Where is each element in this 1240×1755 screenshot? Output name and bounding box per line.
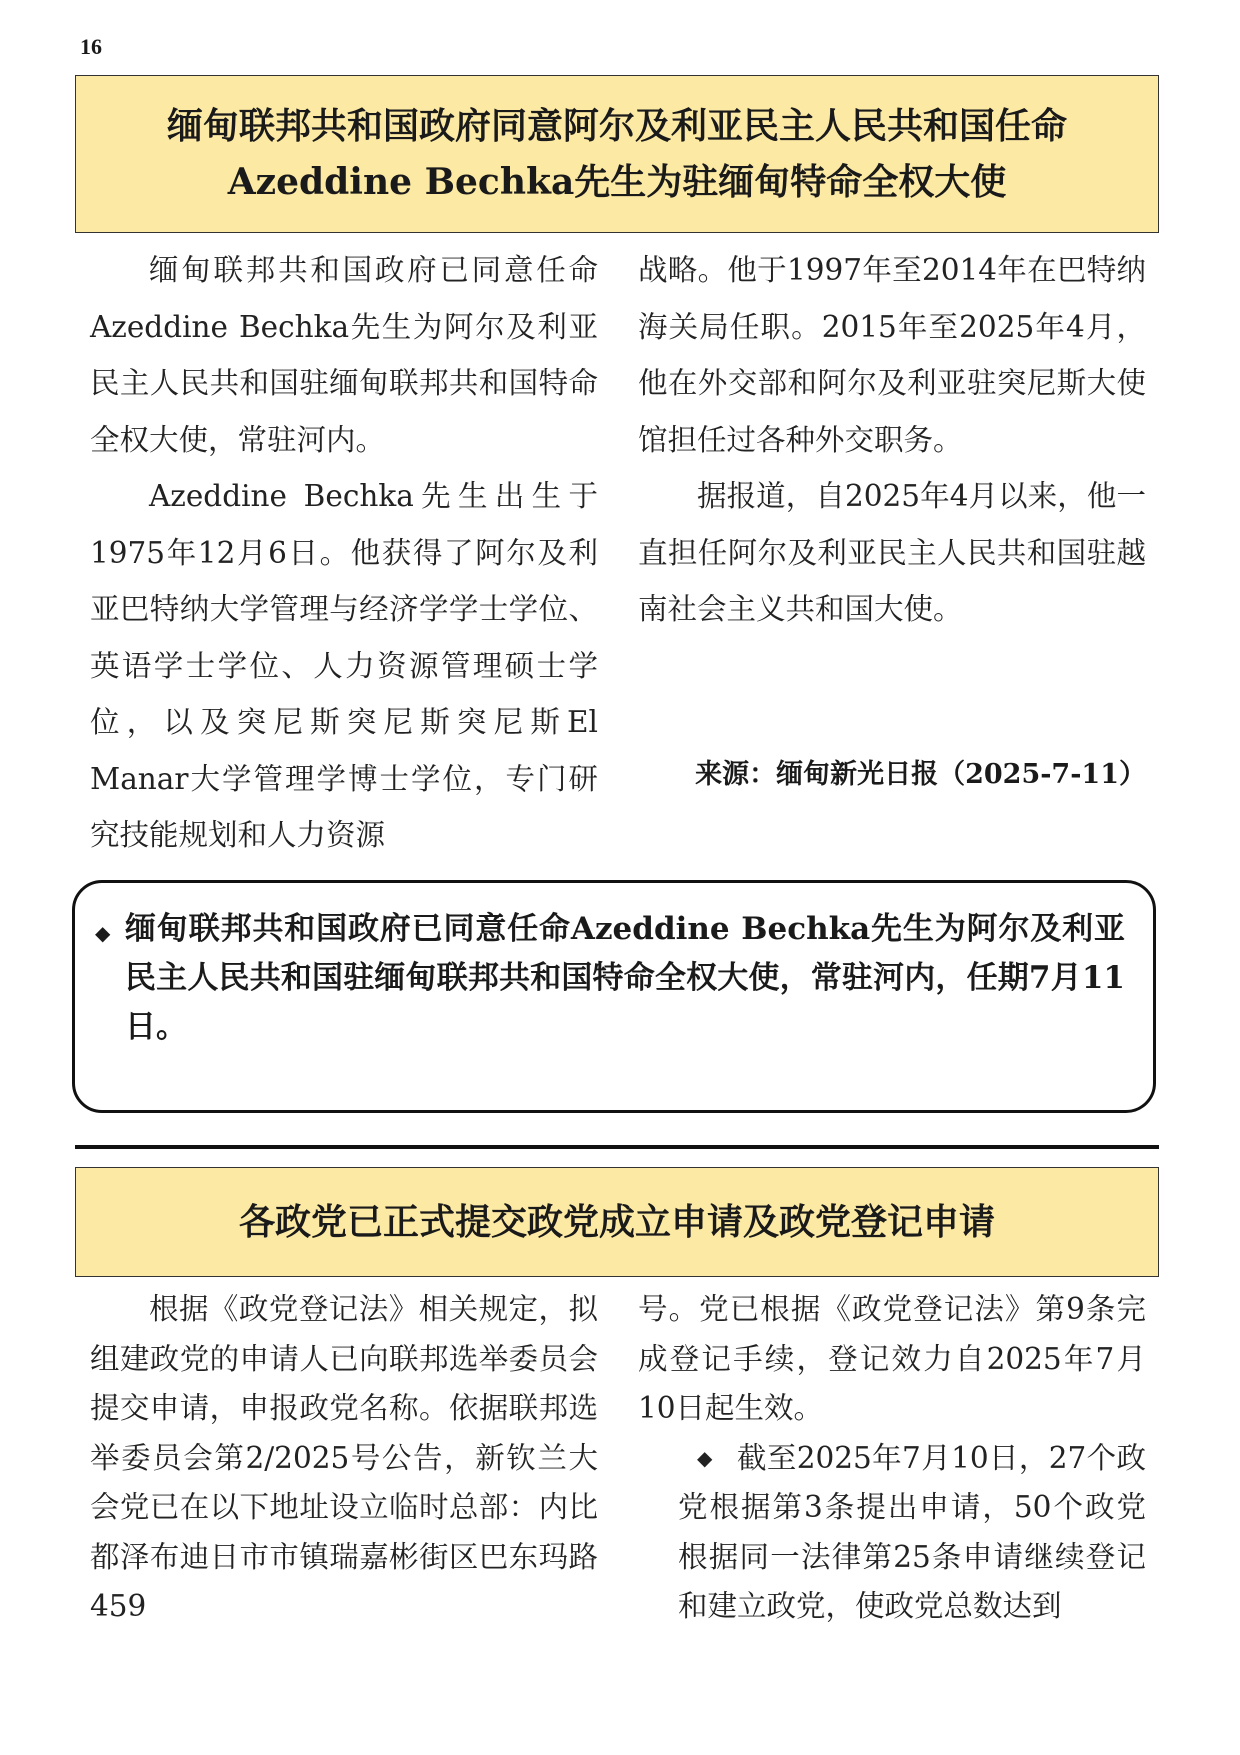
article-1-right-column — [638, 242, 1146, 638]
article-1-summary-box — [72, 880, 1156, 1113]
article-1-paragraph-3: 战略。他于1997年至2014年在巴特纳海关局任职。2015年至2025年4月，他在外交部和阿尔及利亚驻突尼斯大使馆担任过各种外交职务。 — [638, 253, 1146, 457]
article-1-headline-line-2: Azeddine Bechka先生为驻缅甸特命全权大使 — [227, 161, 1007, 203]
article-2-headline — [75, 1167, 1159, 1277]
article-1-paragraph-1: 缅甸联邦共和国政府已同意任命Azeddine Bechka先生为阿尔及利亚民主人民共和国驻缅甸联邦共和国特命全权大使，常驻河内。 — [90, 253, 598, 457]
article-1-left-column — [90, 242, 598, 864]
article-1-headline-line-1: 缅甸联邦共和国政府同意阿尔及利亚民主人民共和国任命 — [166, 105, 1067, 147]
article-2-paragraph-1: 根据《政党登记法》相关规定，拟组建政党的申请人已向联邦选举委员会提交申请，申报政党名称。依据联邦选举委员会第2/2025号公告，新钦兰大会党已在以下地址设立临时总部：内比都泽布迪日市市镇瑞嘉彬街区巴东玛路459 — [90, 1292, 598, 1623]
article-1-headline — [75, 75, 1159, 233]
article-2-left-column — [90, 1285, 598, 1632]
article-1-summary: 缅甸联邦共和国政府已同意任命Azeddine Bechka先生为阿尔及利亚民主人民共和国驻缅甸联邦共和国特命全权大使，常驻河内，任期7月11日。 — [125, 911, 1125, 1045]
article-2-paragraph-2: 号。党已根据《政党登记法》第9条完成登记手续，登记效力自2025年7月10日起生效。 — [638, 1292, 1146, 1425]
page-number: 16 — [80, 34, 102, 59]
article-2-bullet-text: 截至2025年7月10日，27个政党根据第3条提出申请，50个政党根据同一法律第25条申请继续登记和建立政党，使政党总数达到 — [678, 1440, 1146, 1623]
article-1-paragraph-2: Azeddine Bechka先生出生于1975年12月6日。他获得了阿尔及利亚巴特纳大学管理与经济学学士学位、英语学士学位、人力资源管理硕士学位，以及突尼斯突尼斯突尼斯El Manar大学管理学博士学位，专门研究技能规划和人力资源 — [90, 479, 598, 852]
article-2-headline-text: 各政党已正式提交政党成立申请及政党登记申请 — [238, 1201, 995, 1243]
article-1-paragraph-4: 据报道，自2025年4月以来，他一直担任阿尔及利亚民主人民共和国驻越南社会主义共和国大使。 — [638, 479, 1146, 626]
section-divider — [75, 1145, 1159, 1149]
article-1-source: 来源：缅甸新光日报（2025-7-11） — [695, 759, 1146, 790]
diamond-bullet-icon: ◆ — [697, 1445, 713, 1470]
article-2-right-column — [638, 1285, 1146, 1632]
article-2-bullet-item — [638, 1434, 1146, 1632]
diamond-bullet-icon: ◆ — [95, 921, 111, 945]
